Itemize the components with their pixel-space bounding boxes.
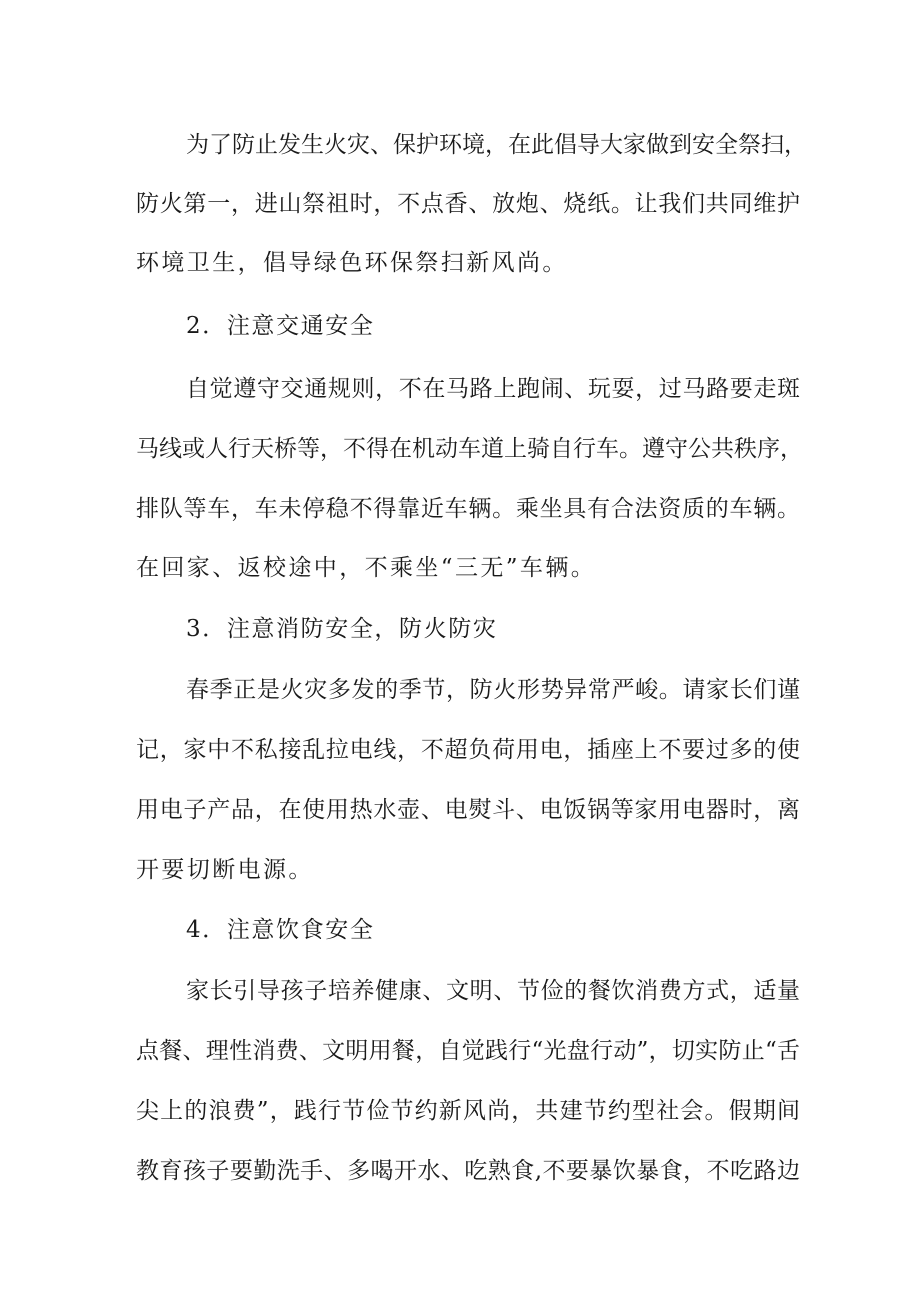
paragraph-fire-safety-line-2: 记，家中不私接乱拉电线，不超负荷用电，插座上不要过多的使 — [136, 737, 800, 763]
paragraph-food-line-3: 尖上的浪费”，践行节俭节约新风尚，共建节约型社会。假期间 — [136, 1098, 800, 1124]
paragraph-traffic-line-4: 在回家、返校途中，不乘坐“三无”车辆。 — [136, 555, 597, 581]
section-heading-fire-safety: 3．注意消防安全，防火防灾 — [186, 616, 498, 642]
paragraph-fire-line-3: 环境卫生，倡导绿色环保祭扫新风尚。 — [136, 250, 568, 276]
paragraph-traffic-line-3: 排队等车，车未停稳不得靠近车辆。乘坐具有合法资质的车辆。 — [136, 496, 800, 522]
paragraph-fire-line-1: 为了防止发生火灾、保护环境，在此倡导大家做到安全祭扫， — [186, 132, 807, 158]
paragraph-fire-safety-line-4: 开要切断电源。 — [136, 857, 314, 883]
paragraph-traffic-line-1: 自觉遵守交通规则，不在马路上跑闹、玩耍，过马路要走斑 — [186, 376, 800, 402]
paragraph-food-line-2: 点餐、理性消费、文明用餐，自觉践行“光盘行动”，切实防止“舌 — [136, 1038, 800, 1064]
paragraph-food-line-1: 家长引导孩子培养健康、文明、节俭的餐饮消费方式，适量 — [186, 978, 800, 1004]
paragraph-traffic-line-2: 马线或人行天桥等，不得在机动车道上骑自行车。遵守公共秩序， — [136, 436, 803, 462]
paragraph-food-line-4: 教育孩子要勤洗手、多喝开水、吃熟食,不要暴饮暴食，不吃路边 — [136, 1158, 800, 1184]
section-heading-traffic: 2．注意交通安全 — [186, 313, 375, 339]
paragraph-fire-line-2: 防火第一，进山祭祖时，不点香、放炮、烧纸。让我们共同维护 — [136, 191, 800, 217]
paragraph-fire-safety-line-1: 春季正是火灾多发的季节，防火形势异常严峻。请家长们谨 — [186, 677, 800, 703]
section-heading-food: 4．注意饮食安全 — [186, 917, 375, 943]
paragraph-fire-safety-line-3: 用电子产品，在使用热水壶、电熨斗、电饭锅等家用电器时，离 — [136, 797, 800, 823]
